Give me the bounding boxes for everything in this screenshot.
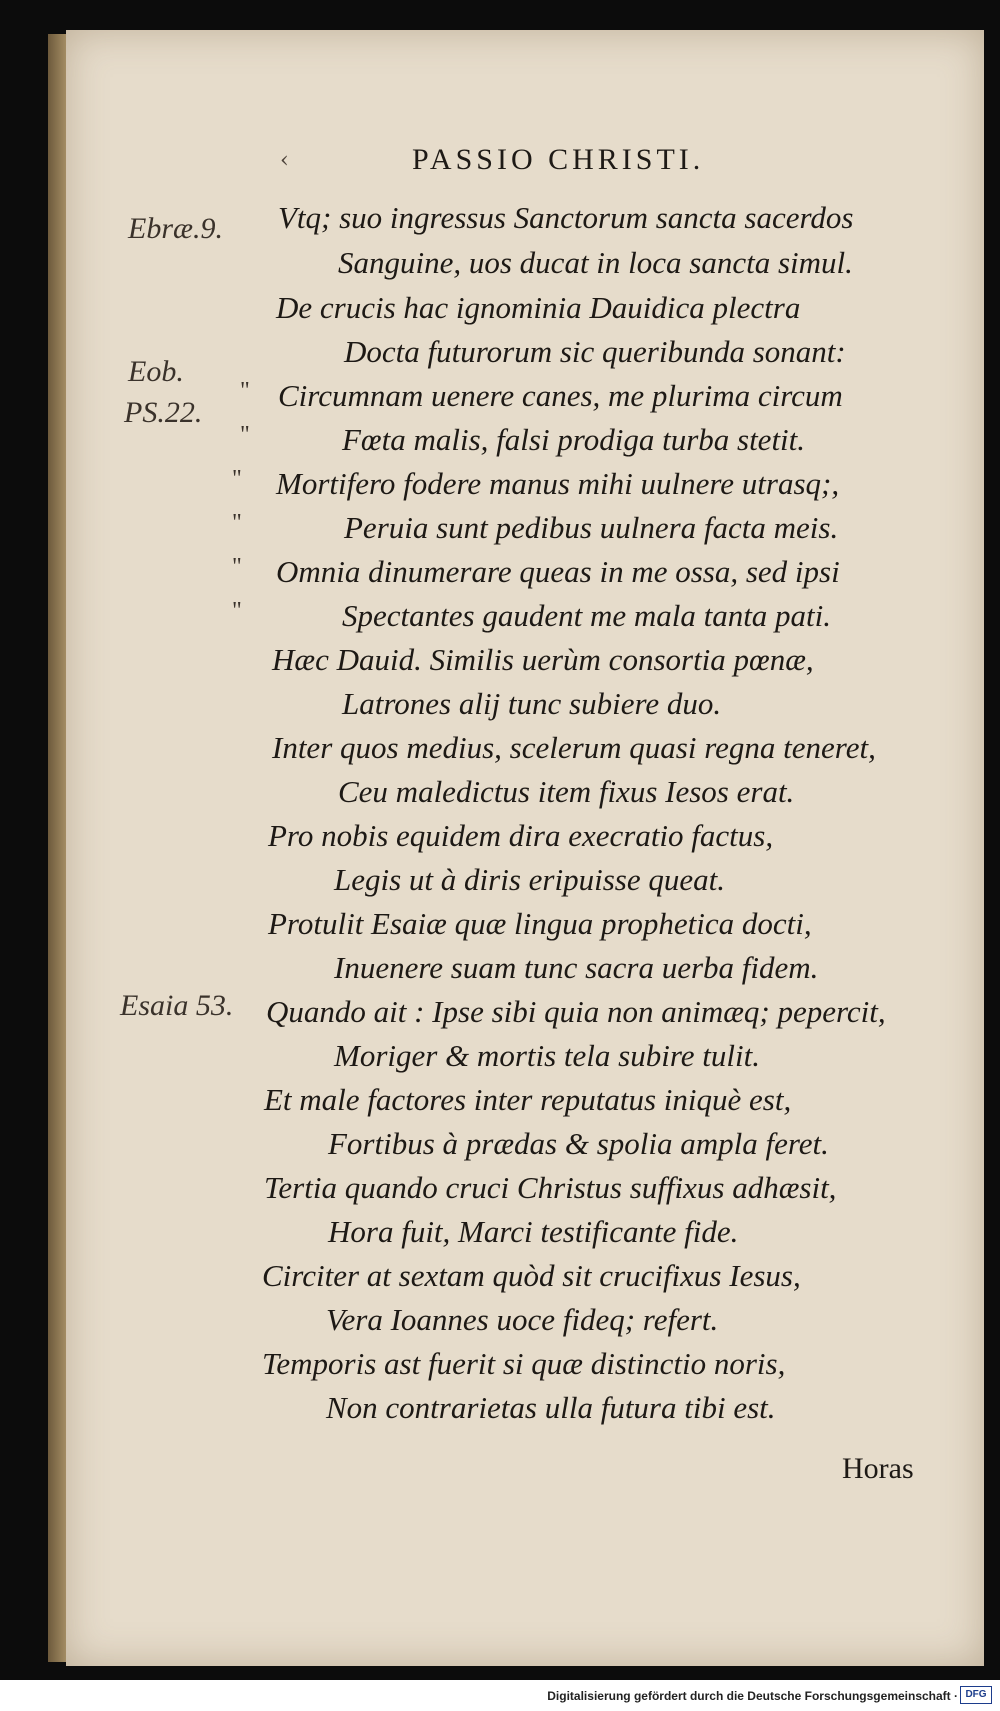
verse-line: Vtq; suo ingressus Sanctorum sancta sacerdos [278, 200, 854, 235]
margin-note-esaia: Esaia 53. [120, 989, 234, 1022]
verse-line: Non contrarietas ulla futura tibi est. [326, 1390, 776, 1425]
margin-note-ebrae: Ebræ.9. [128, 212, 224, 245]
verse-line: Protulit Esaiæ quæ lingua prophetica docti, [268, 906, 812, 941]
verse-line: Circumnam uenere canes, me plurima circum [278, 378, 843, 413]
verse-line: Ceu maledictus item fixus Iesos erat. [338, 774, 795, 809]
quote-mark: " [232, 554, 242, 580]
verse-line: Temporis ast fuerit si quæ distinctio noris, [262, 1346, 786, 1381]
margin-note-eob: Eob. [128, 355, 184, 388]
quote-mark: " [232, 466, 242, 492]
verse-line: Fœta malis, falsi prodiga turba stetit. [342, 422, 806, 457]
verse-line: Fortibus à prædas & spolia ampla feret. [328, 1126, 829, 1161]
quote-mark: " [232, 510, 242, 536]
verse-line: Circiter at sextam quòd sit crucifixus Iesus, [262, 1258, 801, 1293]
margin-note-ps22: PS.22. [124, 396, 203, 429]
dfg-logo: DFG [960, 1686, 992, 1704]
verse-line: Omnia dinumerare queas in me ossa, sed ipsi [276, 554, 840, 589]
verse-line: Quando ait : Ipse sibi quia non animæq; pepercit, [266, 994, 886, 1029]
verse-line: Latrones alij tunc subiere duo. [342, 686, 722, 721]
quote-mark: " [240, 378, 250, 404]
verse-line: Sanguine, uos ducat in loca sancta simul. [338, 245, 853, 280]
verse-line: Inuenere suam tunc sacra uerba fidem. [334, 950, 819, 985]
running-head: PASSIO CHRISTI. [412, 143, 705, 176]
verse-line: Spectantes gaudent me mala tanta pati. [342, 598, 832, 633]
catchword: Horas [842, 1452, 914, 1485]
verse-line: Moriger & mortis tela subire tulit. [334, 1038, 760, 1073]
verse-line: Hæc Dauid. Similis uerùm consortia pœnæ, [272, 642, 814, 677]
footer-credit: Digitalisierung gefördert durch die Deutsche Forschungsgemeinschaft · [547, 1689, 958, 1703]
verse-line: Pro nobis equidem dira execratio factus, [268, 818, 774, 853]
verse-line: Inter quos medius, scelerum quasi regna teneret, [272, 730, 876, 765]
verse-line: Legis ut à diris eripuisse queat. [334, 862, 725, 897]
verse-line: Peruia sunt pedibus uulnera facta meis. [344, 510, 839, 545]
verse-line: De crucis hac ignominia Dauidica plectra [276, 290, 801, 325]
verse-line: Tertia quando cruci Christus suffixus adhæsit, [264, 1170, 837, 1205]
verse-line: Docta futurorum sic queribunda sonant: [344, 334, 846, 369]
head-mark: ‹ [280, 148, 289, 173]
verse-line: Vera Ioannes uoce fideq; refert. [326, 1302, 719, 1337]
verse-line: Et male factores inter reputatus iniquè est, [264, 1082, 792, 1117]
verse-line: Mortifero fodere manus mihi uulnere utrasq;, [276, 466, 840, 501]
quote-mark: " [240, 422, 250, 448]
verse-line: Hora fuit, Marci testificante fide. [328, 1214, 739, 1249]
quote-mark: " [232, 598, 242, 624]
